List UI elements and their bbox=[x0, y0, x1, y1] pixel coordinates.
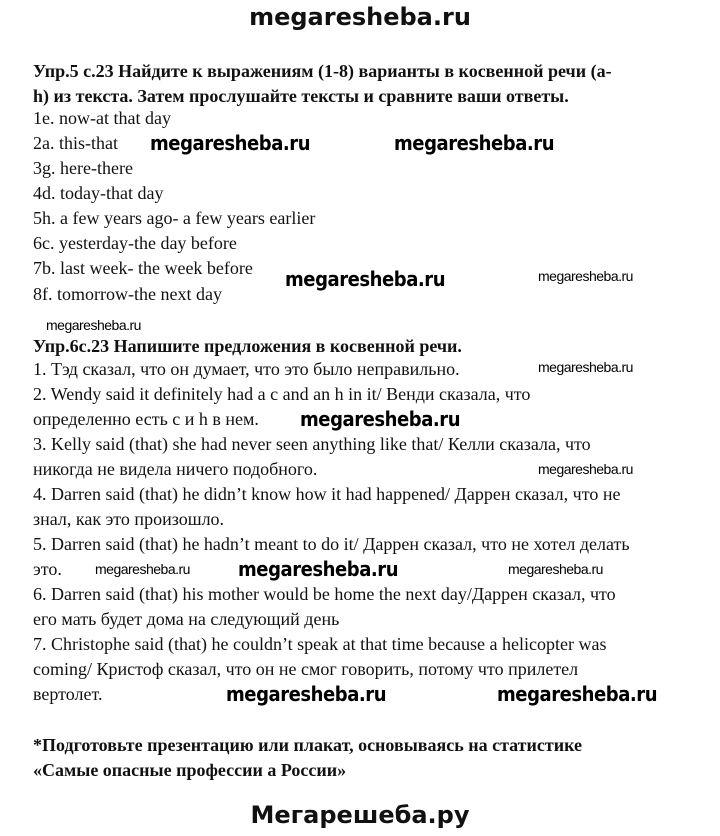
answer-item: 1e. now-at that day bbox=[33, 108, 171, 128]
sentence-line: coming/ Кристоф сказал, что он не смог говорить, потому что прилетел bbox=[33, 659, 579, 679]
exercise6-title: Упр.6с.23 Напишите предложения в косвенной речи. bbox=[33, 336, 462, 356]
exercise5-title: h) из текста. Затем прослушайте тексты и сравните ваши ответы. bbox=[33, 86, 569, 106]
watermark-small: megaresheba.ru bbox=[538, 268, 633, 284]
watermark: megaresheba.ru bbox=[285, 267, 446, 291]
sentence-line: вертолет. bbox=[33, 684, 103, 704]
sentence-line: 6. Darren said (that) his mother would be home the next day/Даррен сказал, что bbox=[33, 584, 616, 604]
watermark: megaresheba.ru bbox=[497, 682, 658, 706]
watermark-small: megaresheba.ru bbox=[95, 561, 190, 577]
sentence-line: это. bbox=[33, 559, 62, 579]
answer-item: 2a. this-that bbox=[33, 133, 118, 153]
footer-watermark: Мегарешеба.ру bbox=[250, 801, 470, 829]
sentence-line: никогда не видела ничего подобного. bbox=[33, 459, 318, 479]
sentence-line: 3. Kelly said (that) she had never seen anything like that/ Келли сказала, что bbox=[33, 434, 591, 454]
sentence-line: знал, как это произошло. bbox=[33, 509, 225, 529]
watermark: megaresheba.ru bbox=[226, 682, 387, 706]
watermark: megaresheba.ru bbox=[238, 557, 399, 581]
watermark-small: megaresheba.ru bbox=[46, 317, 141, 333]
watermark: megaresheba.ru bbox=[150, 131, 311, 155]
watermark-small: megaresheba.ru bbox=[538, 359, 633, 375]
task-text: *Подготовьте презентацию или плакат, основываясь на статистике bbox=[33, 735, 583, 755]
answer-item: 3g. here-there bbox=[33, 158, 133, 178]
sentence-line: 1. Тэд сказал, что он думает, что это было неправильно. bbox=[33, 359, 460, 379]
watermark-small: megaresheba.ru bbox=[538, 461, 633, 477]
sentence-line: 4. Darren said (that) he didn’t know how it had happened/ Даррен сказал, что не bbox=[33, 484, 621, 504]
answer-item: 7b. last week- the week before bbox=[33, 258, 253, 278]
sentence-line: 7. Christophe said (that) he couldn’t speak at that time because a helicopter was bbox=[33, 634, 607, 654]
task-text: «Самые опасные профессии а России» bbox=[33, 760, 347, 780]
watermark-small: megaresheba.ru bbox=[508, 561, 603, 577]
answer-item: 6c. yesterday-the day before bbox=[33, 233, 237, 253]
sentence-line: 5. Darren said (that) he hadn’t meant to do it/ Даррен сказал, что не хотел делать bbox=[33, 534, 630, 554]
header-watermark: megaresheba.ru bbox=[249, 3, 471, 31]
sentence-line: его мать будет дома на следующий день bbox=[33, 609, 340, 629]
watermark: megaresheba.ru bbox=[394, 131, 555, 155]
exercise5-title: Упр.5 с.23 Найдите к выражениям (1-8) варианты в косвенной речи (a- bbox=[33, 61, 612, 81]
answer-item: 5h. a few years ago- a few years earlier bbox=[33, 208, 316, 228]
sentence-line: определенно есть с и h в нем. bbox=[33, 409, 259, 429]
watermark: megaresheba.ru bbox=[300, 407, 461, 431]
answer-item: 4d. today-that day bbox=[33, 183, 164, 203]
answer-item: 8f. tomorrow-the next day bbox=[33, 284, 222, 304]
sentence-line: 2. Wendy said it definitely had a c and an h in it/ Венди сказала, что bbox=[33, 384, 531, 404]
